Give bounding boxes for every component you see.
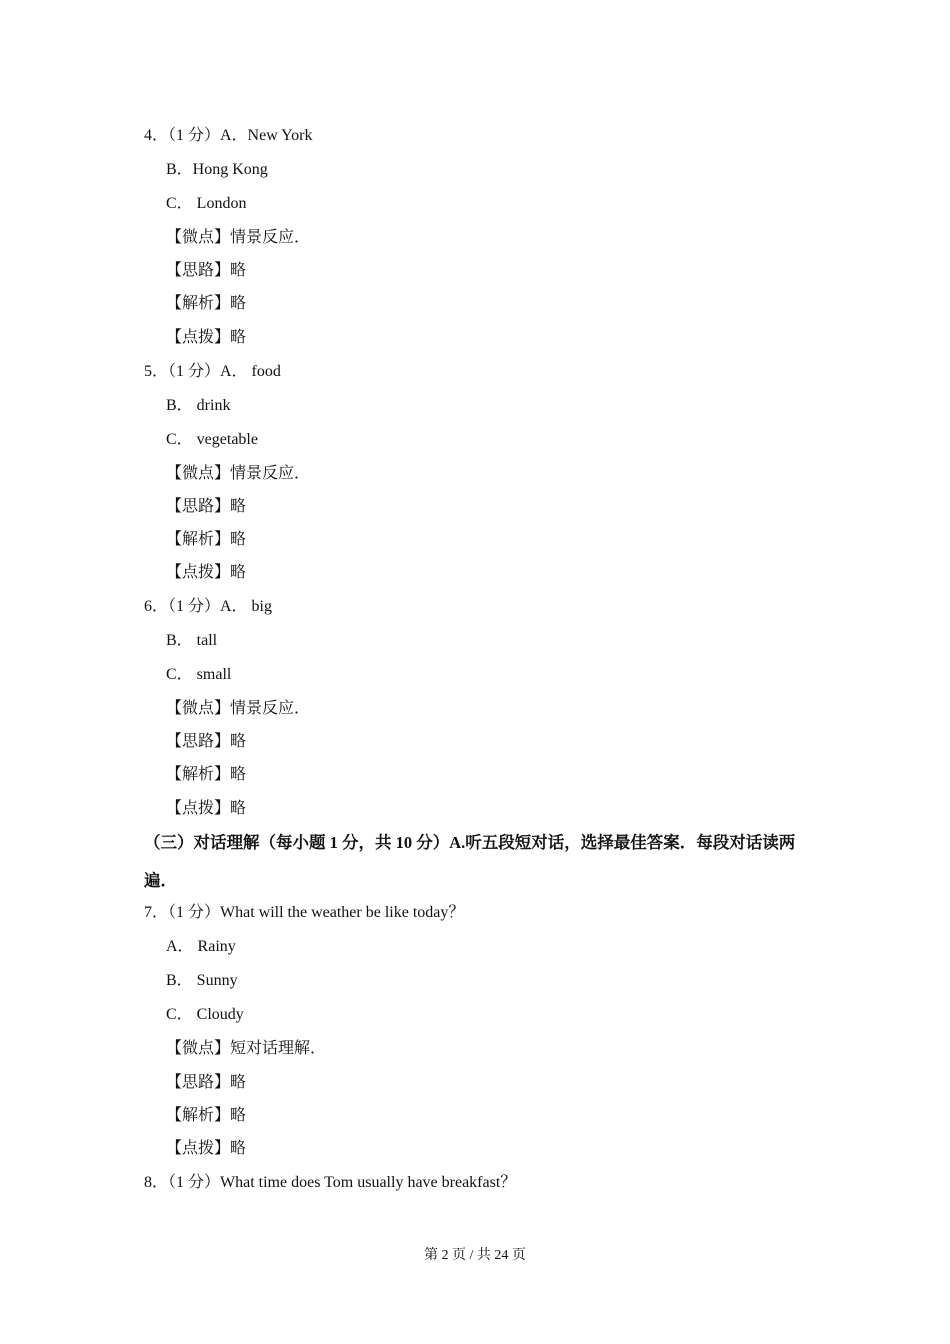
question-6-note-idea: 【思路】略 [166,733,247,750]
question-7-stem: 7．（1 分）What will the weather be like today？ [144,904,465,921]
question-6-stem: 6．（1 分）A． big [144,598,273,615]
question-7-option-c: C． Cloudy [166,1006,244,1023]
question-8-stem: 8．（1 分）What time does Tom usually have breakfast？ [144,1174,517,1191]
section-3-heading: （三）对话理解（每小题 1 分，共 10 分）A.听五段短对话，选择最佳答案．每段对话读两 [144,833,796,852]
question-5-option-b: B． drink [166,397,231,414]
question-7-option-b: B． Sunny [166,972,238,989]
question-7-note-idea: 【思路】略 [166,1074,247,1091]
question-4-option-c: C． London [166,195,247,212]
question-4-note-analysis: 【解析】略 [166,295,247,312]
question-6-option-b: B． tall [166,632,218,649]
question-4-option-b: B．Hong Kong [166,161,268,178]
question-4-note-tip: 【点拨】略 [166,329,247,346]
question-7-note-analysis: 【解析】略 [166,1107,247,1124]
question-6-note-analysis: 【解析】略 [166,766,247,783]
question-6-option-c: C． small [166,666,232,683]
question-4-stem: 4．（1 分）A．New York [144,127,313,144]
question-7-note-tip: 【点拨】略 [166,1140,247,1157]
question-5-note-analysis: 【解析】略 [166,531,247,548]
question-5-note-idea: 【思路】略 [166,498,247,515]
question-7-note-point: 【微点】短对话理解． [166,1040,327,1057]
question-6-note-tip: 【点拨】略 [166,800,247,817]
question-6-note-point: 【微点】情景反应． [166,700,311,717]
question-5-stem: 5．（1 分）A． food [144,363,281,380]
question-7-option-a: A． Rainy [166,938,236,955]
question-4-note-point: 【微点】情景反应． [166,229,311,246]
question-5-option-c: C． vegetable [166,431,258,448]
question-5-note-point: 【微点】情景反应． [166,465,311,482]
page-footer: 第 2 页 / 共 24 页 [424,1248,526,1263]
question-4-note-idea: 【思路】略 [166,262,247,279]
section-3-heading-continued: 遍． [144,871,177,890]
question-5-note-tip: 【点拨】略 [166,564,247,581]
